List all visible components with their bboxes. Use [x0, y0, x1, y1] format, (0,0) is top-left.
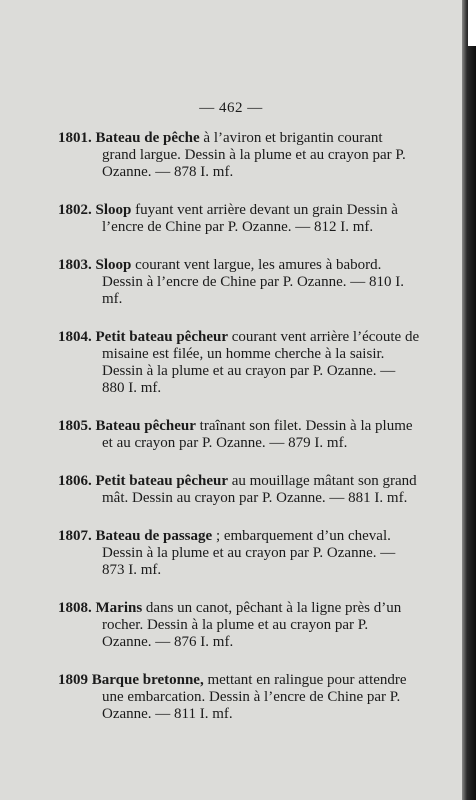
entry-number: 1804.: [58, 329, 92, 345]
catalog-entry: [58, 202, 420, 236]
entry-number: 1806.: [58, 473, 92, 489]
entry-number: 1802.: [58, 202, 92, 218]
catalog-entry: [58, 528, 420, 579]
catalog-entry: [58, 600, 420, 651]
catalog-entry: [58, 329, 420, 397]
catalog-entry: [58, 130, 420, 181]
entry-description: mettant en ralingue pour attendre une embarcation. Dessin à l’encre de Chine par P. Ozanne. — 811 I. mf.: [102, 672, 407, 722]
entry-title: Bateau de passage: [95, 528, 213, 544]
catalog-entry: [58, 418, 420, 452]
entry-title: Sloop: [95, 202, 132, 218]
entry-description: à l’aviron et brigantin courant grand largue. Dessin à la plume et au crayon par P. Ozanne. — 878 I. mf.: [102, 130, 406, 180]
entry-number: 1801.: [58, 130, 92, 146]
catalog-entry: [58, 473, 420, 507]
entry-description: traînant son filet. Dessin à la plume et au crayon par P. Ozanne. — 879 I. mf.: [102, 418, 413, 451]
entry-number: 1808.: [58, 600, 92, 616]
entry-title: Marins: [95, 600, 143, 616]
entry-title: Sloop: [95, 257, 132, 273]
entry-description: courant vent arrière l’écoute de misaine est filée, un homme cherche à la saisir. Dessin à la plume et au crayon par P. Ozanne. — 880 I. mf.: [102, 329, 420, 396]
entry-number: 1805.: [58, 418, 92, 434]
entry-description: au mouillage mâtant son grand mât. Dessin au crayon par P. Ozanne. — 881 I. mf.: [102, 473, 417, 506]
entry-number: 1803.: [58, 257, 92, 273]
entry-description: dans un canot, pêchant à la ligne près d’un rocher. Dessin à la plume et au crayon par P. Ozanne. — 876 I. mf.: [102, 600, 402, 650]
entry-title: Petit bateau pêcheur: [95, 473, 228, 489]
entry-number: 1807.: [58, 528, 92, 544]
entry-description: fuyant vent arrière devant un grain Dessin à l’encre de Chine par P. Ozanne. — 812 I. mf.: [102, 202, 398, 235]
entry-title: Bateau de pêche: [95, 130, 200, 146]
entry-title: Bateau pêcheur: [95, 418, 196, 434]
entry-title: Barque bretonne,: [91, 672, 204, 688]
entry-title: Petit bateau pêcheur: [95, 329, 228, 345]
page-edge-notch: [468, 0, 476, 46]
entry-description: courant vent largue, les amures à babord. Dessin à l’encre de Chine par P. Ozanne. — 810 I. mf.: [102, 257, 404, 307]
page-edge-shadow: [462, 0, 476, 800]
catalog-entry: [58, 672, 420, 723]
entry-list: [58, 130, 420, 744]
catalog-entry: [58, 257, 420, 308]
page-number: — 462 —: [199, 100, 263, 116]
entry-number: 1809: [58, 672, 88, 688]
entry-description: ; embarquement d’un cheval. Dessin à la plume et au crayon par P. Ozanne. — 873 I. mf.: [102, 528, 396, 578]
